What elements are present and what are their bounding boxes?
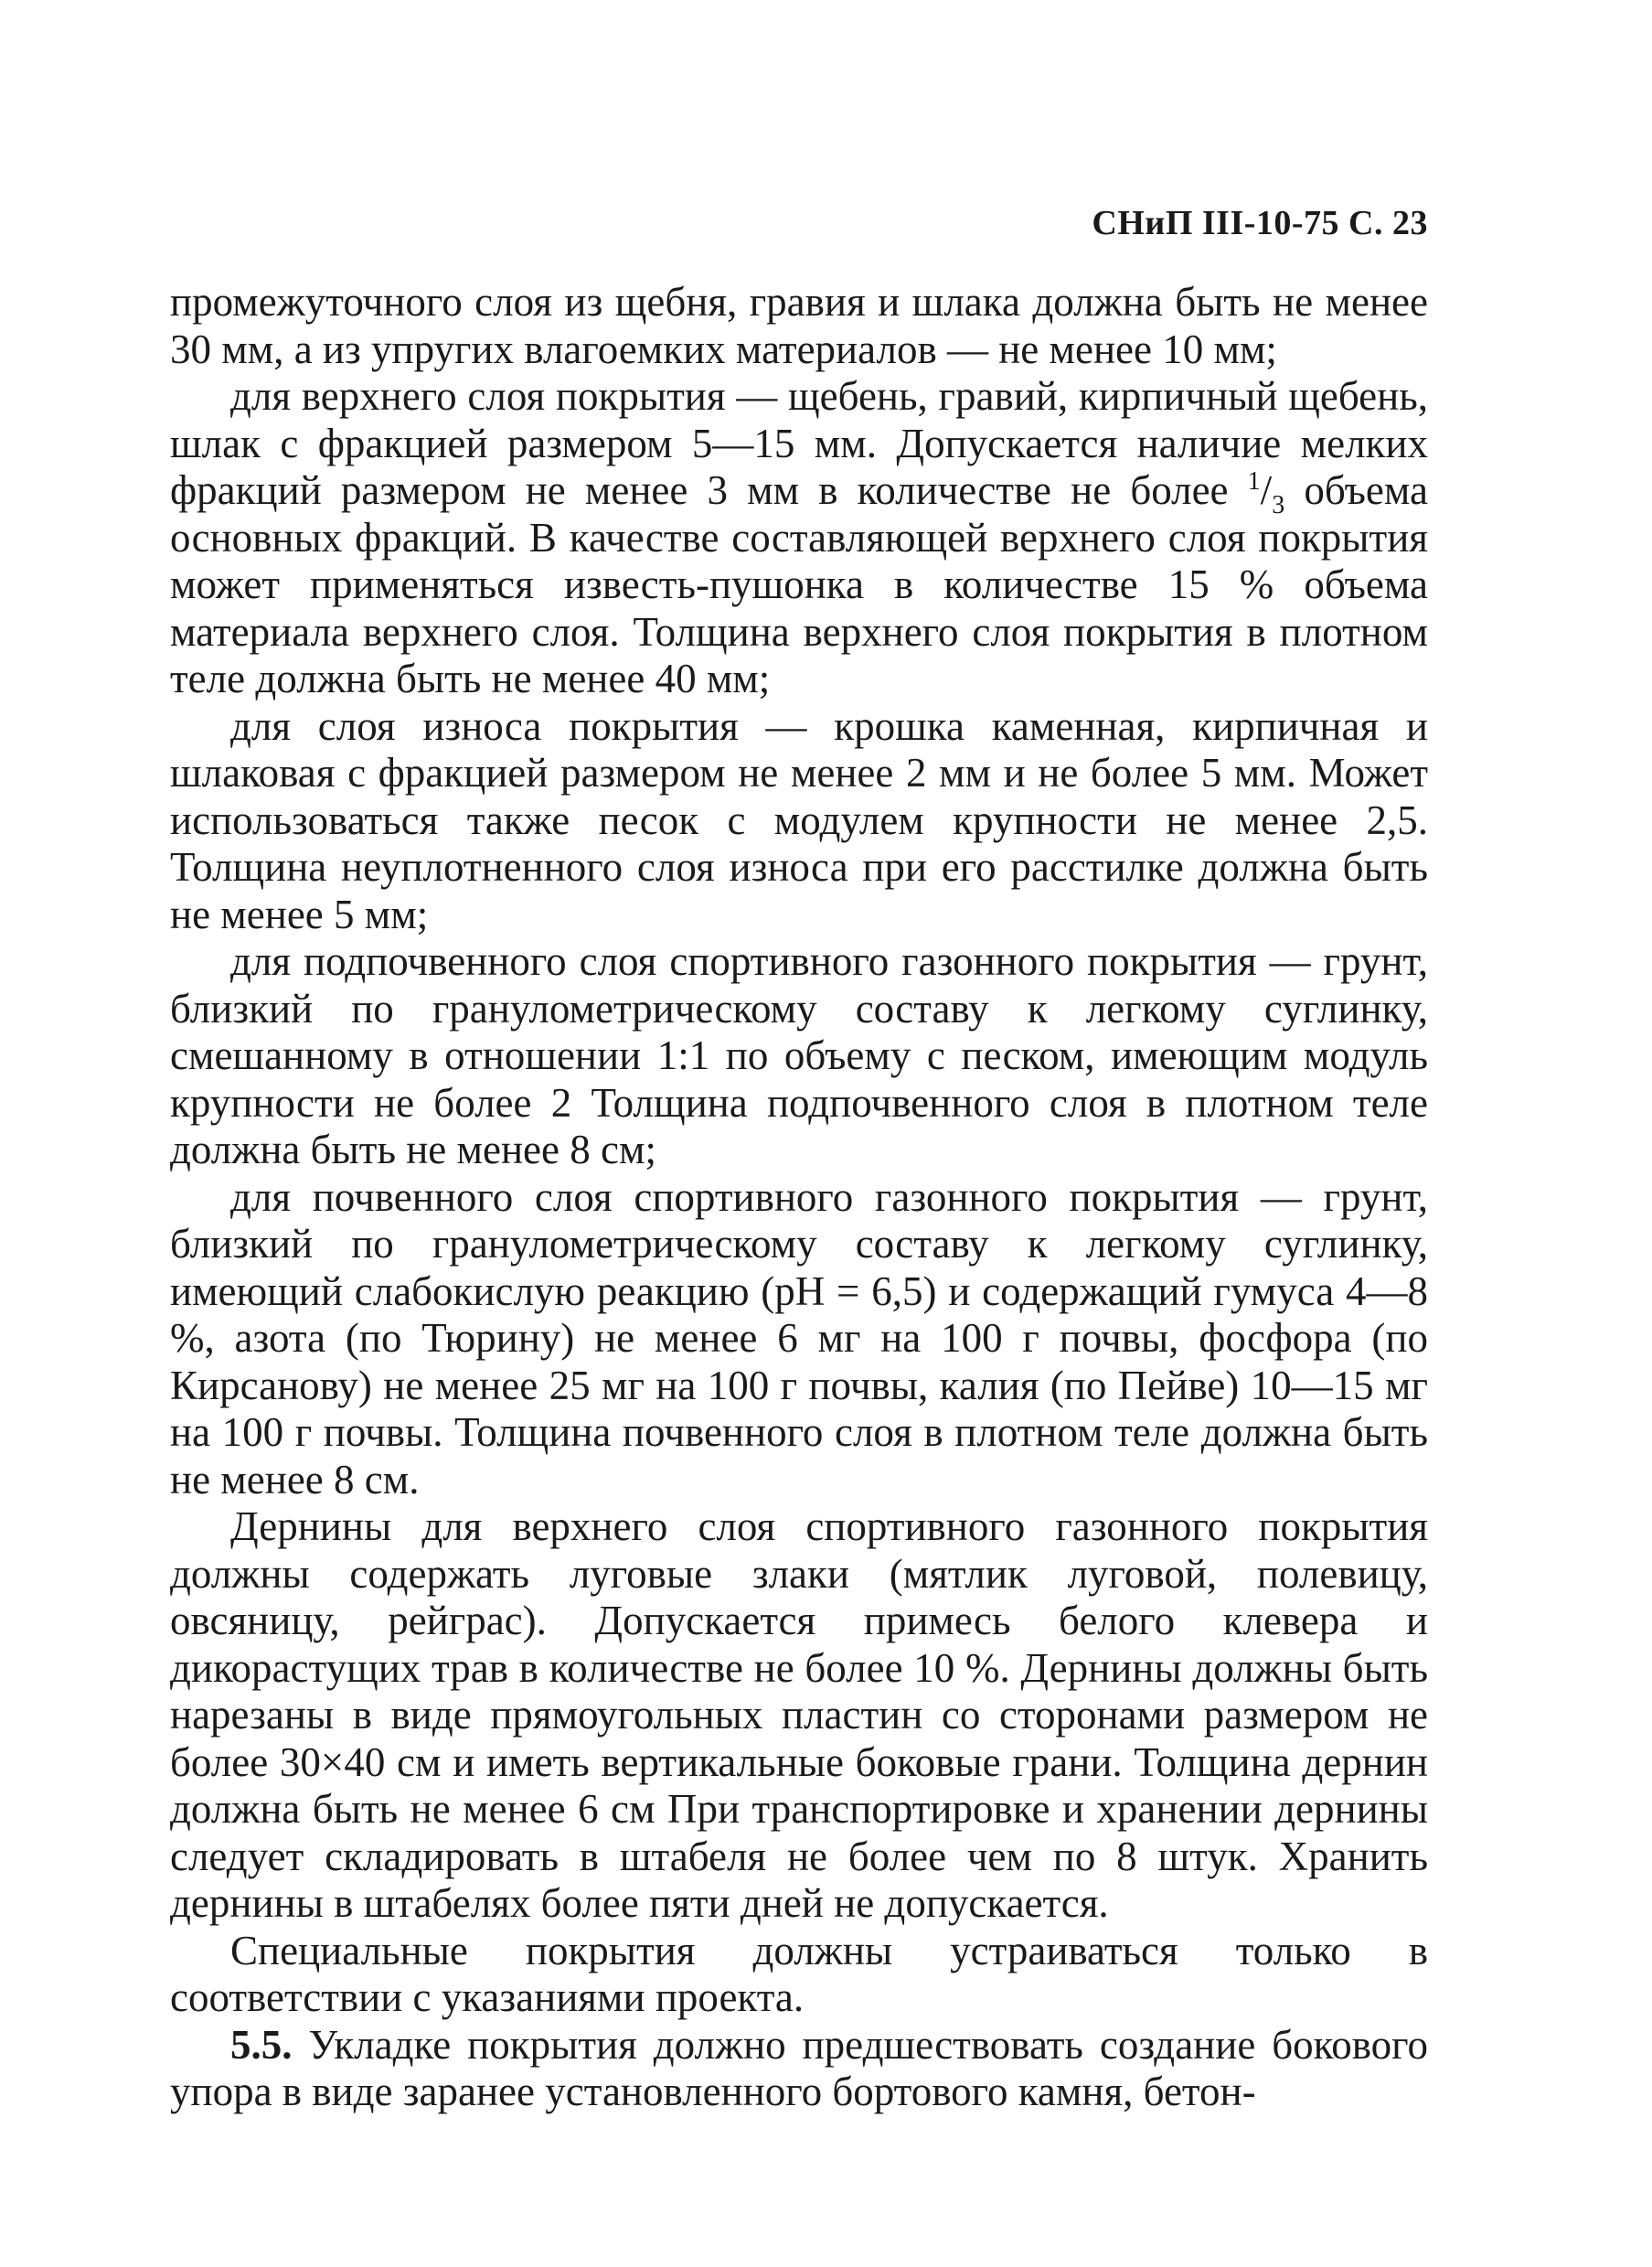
paragraph-subsoil-layer: для подпочвенного слоя спортивного газонного покрытия — грунт, близкий по гранулометрическому составу к легкому суглинку, смешанному в отношении 1:1 по объему с песком, имеющим модуль крупности не более 2 Толщина подпочвенного слоя в плотном теле должна быть не менее 8 см; — [170, 938, 1428, 1172]
body-text — [170, 279, 1428, 2116]
paragraph-special-coatings: Специальные покрытия должны устраиваться только в соответствии с указаниями проекта. — [170, 1927, 1428, 2020]
paragraph-intermediate-layer: промежуточного слоя из щебня, гравия и шлака должна быть не менее 30 мм, а из упругих влагоемких материалов — не менее 10 мм; — [170, 279, 1428, 372]
fraction-numerator: 1 — [1247, 467, 1261, 496]
paragraph-turf: Дернины для верхнего слоя спортивного газонного покрытия должны содержать луговые злаки (мятлик луговой, полевицу, овсяницу, рейграс). Допускается примесь белого клевера и дикорастущих трав в количестве не более 10 %. Дернины должны быть нарезаны в виде прямоугольных пластин со сторонами размером не более 30×40 см и иметь вертикальные боковые грани. Толщина дернин должна быть не менее 6 см При транспортировке и хранении дернины следует складировать в штабеля не более чем по 8 штук. Хранить дернины в штабелях более пяти дней не допускается. — [170, 1503, 1428, 1926]
paragraph-soil-layer: для почвенного слоя спортивного газонного покрытия — грунт, близкий по гранулометрическому составу к легкому суглинку, имеющий слабокислую реакцию (pH = 6,5) и содержащий гумуса 4—8 %, азота (по Тюрину) не менее 6 мг на 100 г почвы, фосфора (по Кирсанову) не менее 25 мг на 100 г почвы, калия (по Пейве) 10—15 мг на 100 г почвы. Толщина почвенного слоя в плотном теле должна быть не менее 8 см. — [170, 1173, 1428, 1502]
paragraph-top-layer-text-start: для верхнего слоя покрытия — щебень, гравий, кирпичный щебень, шлак с фракцией размером 5—15 мм. Допускается наличие мелких фракций размером не менее 3 мм в количестве не более — [170, 373, 1428, 513]
paragraph-wear-layer: для слоя износа покрытия — крошка каменная, кирпичная и шлаковая с фракцией размером не менее 2 мм и не более 5 мм. Может использоваться также песок с модулем крупности не менее 2,5. Толщина неуплотненного слоя износа при его расстилке должна быть не менее 5 мм; — [170, 702, 1428, 937]
paragraph-top-layer — [170, 373, 1428, 703]
fraction-denominator: 3 — [1272, 491, 1285, 519]
fraction-one-third: $^1/_3$ — [1247, 467, 1285, 519]
section-5-5-text: Укладке покрытия должно предшествовать создание бокового упора в виде заранее установленного бортового камня, бетон- — [170, 2021, 1428, 2114]
section-number: 5.5. — [230, 2021, 293, 2068]
paragraph-top-layer-text-end: объема основных фракций. В качестве составляющей верхнего слоя покрытия может применяться известь-пушонка в количестве 15 % объема материала верхнего слоя. Толщина верхнего слоя покрытия в плотном теле должна быть не менее 40 мм; — [170, 467, 1428, 701]
paragraph-section-5-5 — [170, 2022, 1428, 2116]
page-header: СНиП III-10-75 С. 23 — [1092, 204, 1428, 242]
